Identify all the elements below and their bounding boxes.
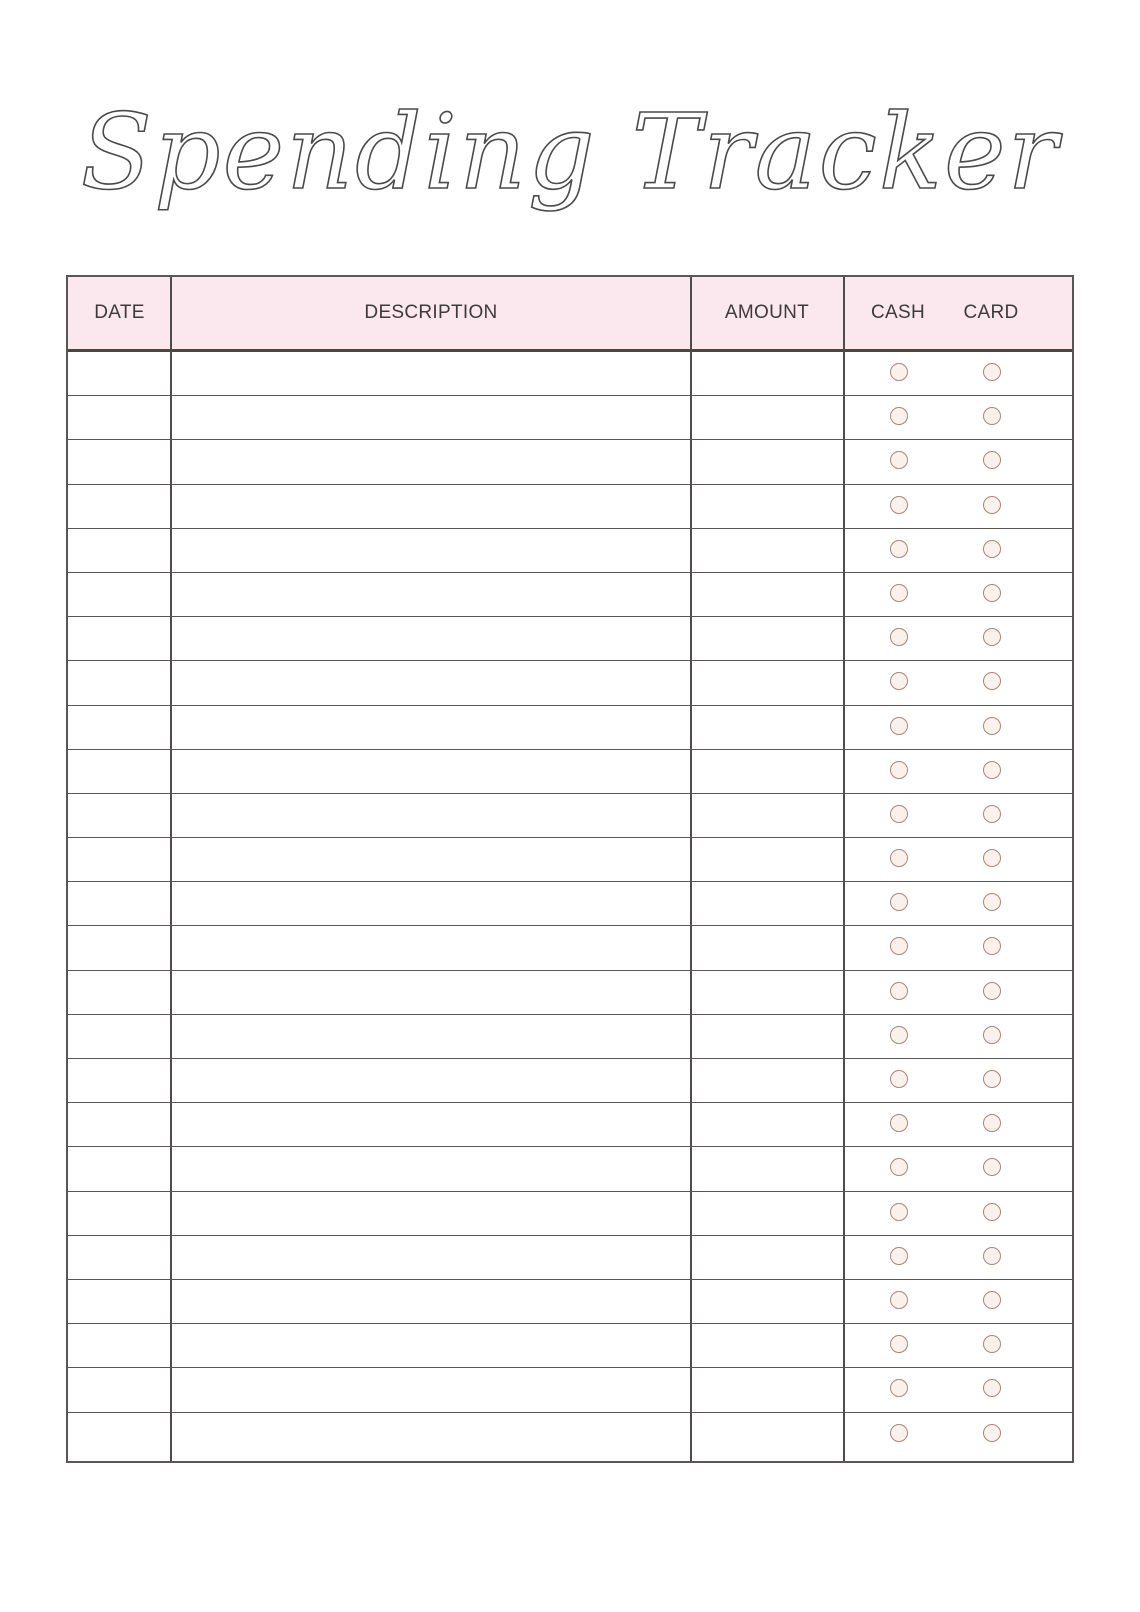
table-row [68, 794, 1072, 838]
cash-radio[interactable] [890, 937, 908, 955]
amount-cell[interactable] [691, 1413, 843, 1457]
date-cell[interactable] [68, 1280, 170, 1323]
date-cell[interactable] [68, 617, 170, 660]
amount-cell[interactable] [691, 838, 843, 881]
cash-radio[interactable] [890, 805, 908, 823]
date-cell[interactable] [68, 750, 170, 793]
card-radio[interactable] [983, 496, 1001, 514]
date-cell[interactable] [68, 1059, 170, 1102]
amount-cell[interactable] [691, 485, 843, 528]
amount-cell[interactable] [691, 529, 843, 572]
amount-cell[interactable] [691, 1280, 843, 1323]
title-script [80, 88, 1060, 258]
date-cell[interactable] [68, 1192, 170, 1235]
description-cell[interactable] [171, 440, 690, 483]
card-radio[interactable] [983, 1203, 1001, 1221]
amount-cell[interactable] [691, 352, 843, 395]
amount-cell[interactable] [691, 573, 843, 616]
amount-cell[interactable] [691, 706, 843, 749]
amount-cell[interactable] [691, 1103, 843, 1146]
table-header [68, 277, 1072, 352]
amount-cell[interactable] [691, 1192, 843, 1235]
cash-radio[interactable] [890, 1026, 908, 1044]
card-radio[interactable] [983, 1026, 1001, 1044]
amount-cell[interactable] [691, 1236, 843, 1279]
card-radio[interactable] [983, 584, 1001, 602]
description-cell[interactable] [171, 1368, 690, 1411]
amount-cell[interactable] [691, 926, 843, 969]
amount-cell[interactable] [691, 617, 843, 660]
card-radio[interactable] [983, 1379, 1001, 1397]
description-cell[interactable] [171, 750, 690, 793]
card-radio[interactable] [983, 937, 1001, 955]
cash-radio[interactable] [890, 1203, 908, 1221]
table-row [68, 1413, 1072, 1457]
title-text: Spending Tracker [80, 91, 1060, 213]
amount-cell[interactable] [691, 1059, 843, 1102]
date-cell[interactable] [68, 794, 170, 837]
spending-table [66, 275, 1074, 1463]
cash-radio[interactable] [890, 982, 908, 1000]
date-cell[interactable] [68, 485, 170, 528]
card-radio[interactable] [983, 805, 1001, 823]
card-radio[interactable] [983, 1070, 1001, 1088]
date-cell[interactable] [68, 1324, 170, 1367]
date-cell[interactable] [68, 661, 170, 704]
card-header: CARD [963, 302, 1019, 323]
date-cell[interactable] [68, 926, 170, 969]
cash-radio[interactable] [890, 540, 908, 558]
cash-radio[interactable] [890, 717, 908, 735]
table-row [68, 1192, 1072, 1236]
card-radio[interactable] [983, 1247, 1001, 1265]
amount-cell[interactable] [691, 1368, 843, 1411]
cash-radio[interactable] [890, 1247, 908, 1265]
cash-radio[interactable] [890, 451, 908, 469]
card-radio[interactable] [983, 540, 1001, 558]
amount-cell[interactable] [691, 882, 843, 925]
amount-cell[interactable] [691, 1147, 843, 1190]
date-cell[interactable] [68, 838, 170, 881]
card-radio[interactable] [983, 451, 1001, 469]
cash-radio[interactable] [890, 1291, 908, 1309]
card-radio[interactable] [983, 761, 1001, 779]
table-row [68, 529, 1072, 573]
date-header: DATE [94, 302, 145, 323]
table-row [68, 1059, 1072, 1103]
date-cell[interactable] [68, 396, 170, 439]
table-row [68, 440, 1072, 484]
table-row [68, 971, 1072, 1015]
card-radio[interactable] [983, 672, 1001, 690]
table-row [68, 1103, 1072, 1147]
card-radio[interactable] [983, 717, 1001, 735]
card-radio[interactable] [983, 407, 1001, 425]
table-row [68, 1280, 1072, 1324]
cash-radio[interactable] [890, 407, 908, 425]
table-body [68, 352, 1072, 1457]
date-cell[interactable] [68, 529, 170, 572]
description-cell[interactable] [171, 1192, 690, 1235]
description-header: DESCRIPTION [364, 302, 498, 323]
table-row [68, 706, 1072, 750]
cash-radio[interactable] [890, 628, 908, 646]
amount-header: AMOUNT [724, 302, 810, 323]
amount-cell[interactable] [691, 971, 843, 1014]
card-radio[interactable] [983, 893, 1001, 911]
table-row [68, 1324, 1072, 1368]
description-cell[interactable] [171, 661, 690, 704]
amount-cell[interactable] [691, 750, 843, 793]
card-radio[interactable] [983, 849, 1001, 867]
table-row [68, 750, 1072, 794]
table-row [68, 1015, 1072, 1059]
description-cell[interactable] [171, 573, 690, 616]
card-radio[interactable] [983, 982, 1001, 1000]
cash-radio[interactable] [890, 761, 908, 779]
card-radio[interactable] [983, 628, 1001, 646]
description-cell[interactable] [171, 706, 690, 749]
description-cell[interactable] [171, 617, 690, 660]
cash-radio[interactable] [890, 1070, 908, 1088]
table-row [68, 573, 1072, 617]
date-cell[interactable] [68, 1413, 170, 1457]
description-cell[interactable] [171, 926, 690, 969]
amount-cell[interactable] [691, 661, 843, 704]
table-row [68, 485, 1072, 529]
cash-radio[interactable] [890, 1158, 908, 1176]
table-row [68, 617, 1072, 661]
description-cell[interactable] [171, 838, 690, 881]
table-row [68, 396, 1072, 440]
description-cell[interactable] [171, 794, 690, 837]
date-cell[interactable] [68, 440, 170, 483]
card-radio[interactable] [983, 1424, 1001, 1442]
description-cell[interactable] [171, 485, 690, 528]
cash-radio[interactable] [890, 496, 908, 514]
date-cell[interactable] [68, 352, 170, 395]
description-cell[interactable] [171, 882, 690, 925]
cash-radio[interactable] [890, 1335, 908, 1353]
cash-radio[interactable] [890, 1114, 908, 1132]
date-cell[interactable] [68, 1147, 170, 1190]
description-cell[interactable] [171, 529, 690, 572]
date-cell[interactable] [68, 1236, 170, 1279]
date-cell[interactable] [68, 573, 170, 616]
description-cell[interactable] [171, 971, 690, 1014]
table-row [68, 1147, 1072, 1191]
card-radio[interactable] [983, 1114, 1001, 1132]
date-cell[interactable] [68, 882, 170, 925]
date-cell[interactable] [68, 1368, 170, 1411]
amount-cell[interactable] [691, 440, 843, 483]
cash-radio[interactable] [890, 1424, 908, 1442]
description-cell[interactable] [171, 1103, 690, 1146]
table-row [68, 882, 1072, 926]
table-row [68, 838, 1072, 882]
page-title [0, 88, 1140, 258]
cash-radio[interactable] [890, 849, 908, 867]
amount-cell[interactable] [691, 396, 843, 439]
amount-cell[interactable] [691, 794, 843, 837]
table-row [68, 926, 1072, 970]
cash-radio[interactable] [890, 584, 908, 602]
amount-cell[interactable] [691, 1015, 843, 1058]
table-row [68, 1236, 1072, 1280]
table-row [68, 352, 1072, 396]
description-cell[interactable] [171, 1280, 690, 1323]
date-cell[interactable] [68, 1103, 170, 1146]
cash-radio[interactable] [890, 893, 908, 911]
card-radio[interactable] [983, 1291, 1001, 1309]
date-cell[interactable] [68, 706, 170, 749]
cash-header: CASH [871, 302, 925, 323]
description-cell[interactable] [171, 1015, 690, 1058]
amount-cell[interactable] [691, 1324, 843, 1367]
table-row [68, 661, 1072, 705]
description-cell[interactable] [171, 396, 690, 439]
description-cell[interactable] [171, 1147, 690, 1190]
card-radio[interactable] [983, 1335, 1001, 1353]
description-cell[interactable] [171, 1236, 690, 1279]
cash-radio[interactable] [890, 1379, 908, 1397]
description-cell[interactable] [171, 1324, 690, 1367]
cash-radio[interactable] [890, 363, 908, 381]
description-cell[interactable] [171, 352, 690, 395]
description-cell[interactable] [171, 1059, 690, 1102]
table-row [68, 1368, 1072, 1412]
description-cell[interactable] [171, 1413, 690, 1457]
date-cell[interactable] [68, 971, 170, 1014]
cash-radio[interactable] [890, 672, 908, 690]
card-radio[interactable] [983, 1158, 1001, 1176]
card-radio[interactable] [983, 363, 1001, 381]
date-cell[interactable] [68, 1015, 170, 1058]
